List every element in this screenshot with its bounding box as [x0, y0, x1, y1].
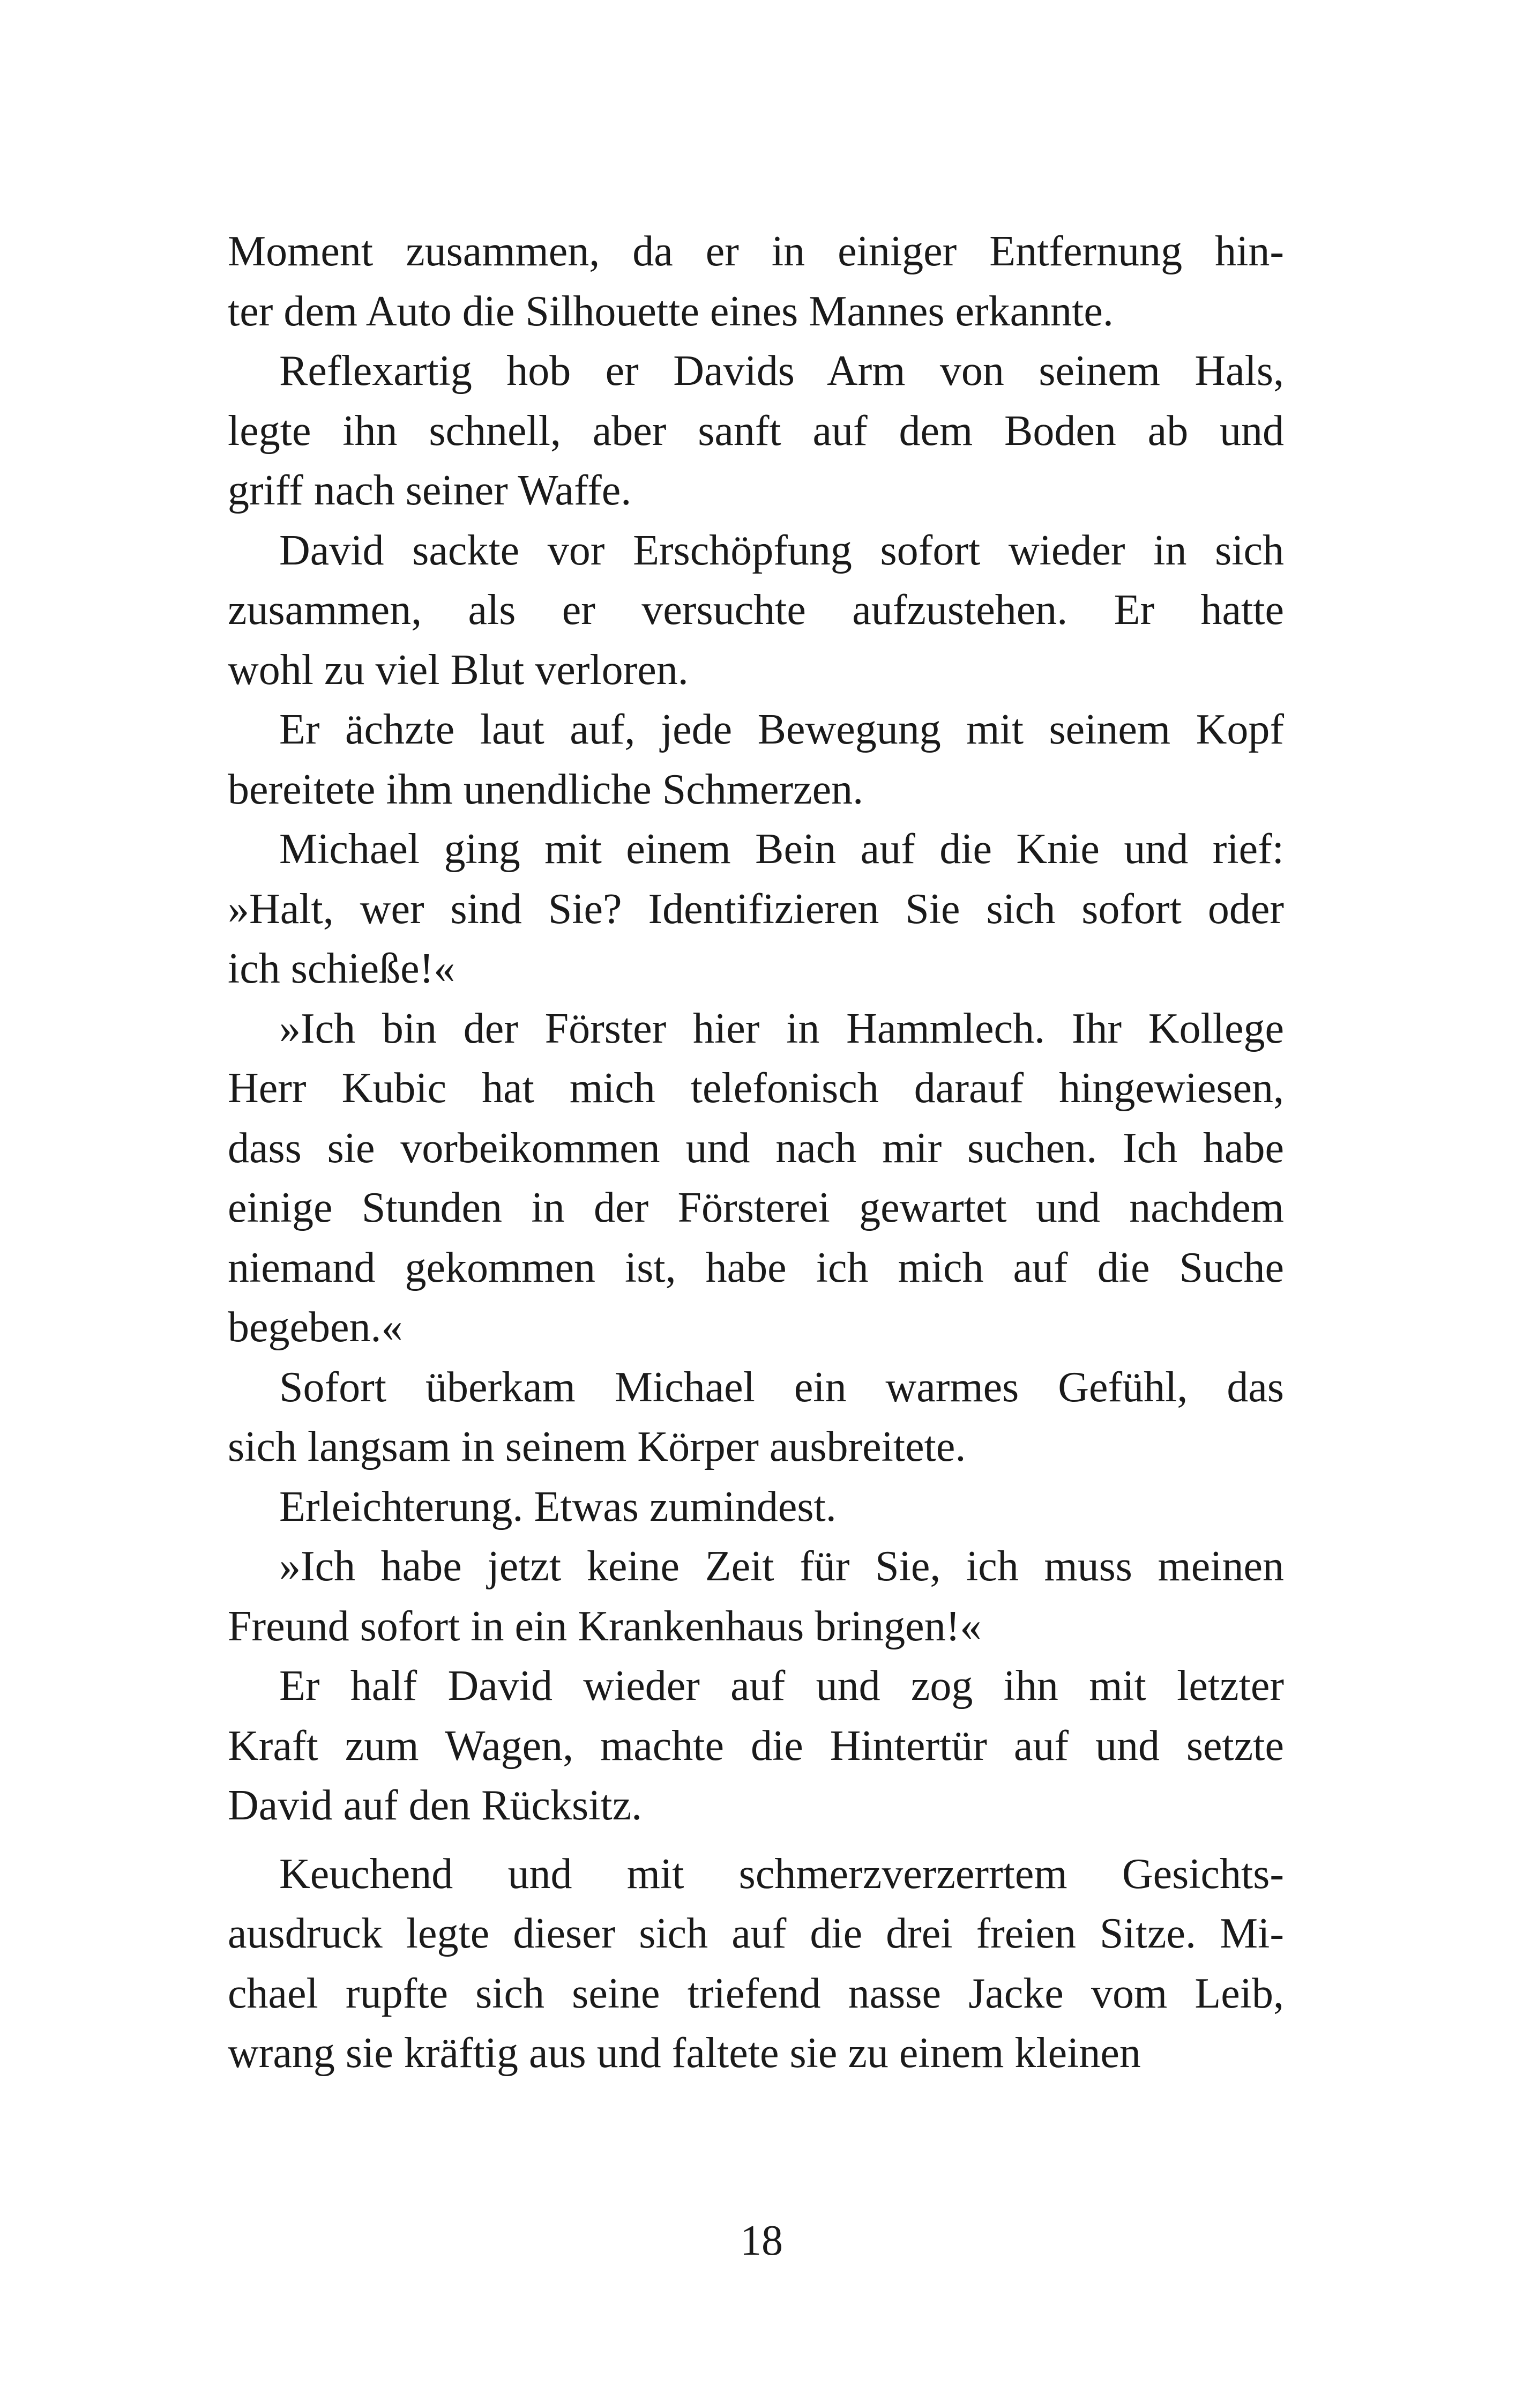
text-line: sich langsam in seinem Körper ausbreitete.: [228, 1423, 966, 1470]
text-line: bereitete ihm unendliche Schmerzen.: [228, 765, 864, 813]
page-number: 18: [740, 2217, 783, 2264]
paragraph: [228, 341, 1284, 521]
text-line: Sofort überkam Michael ein warmes Gefühl, das: [279, 1363, 1284, 1411]
paragraph: [228, 222, 1284, 341]
paragraph: [228, 700, 1284, 820]
paragraph: [228, 1477, 1284, 1537]
text-line: David sackte vor Erschöpfung sofort wieder in sich: [279, 526, 1284, 574]
text-line: ich schieße!«: [228, 945, 456, 992]
text-line: Erleichterung. Etwas zumindest.: [279, 1483, 837, 1530]
text-line: Michael ging mit einem Bein auf die Knie und rief:: [279, 826, 1284, 873]
text-line: Keuchend und mit schmerzverzerrtem Gesichts-: [279, 1850, 1284, 1898]
text-line: chael rupfte sich seine triefend nasse Jacke vom Leib,: [228, 1969, 1284, 2017]
paragraph: [228, 1537, 1284, 1656]
text-line: legte ihn schnell, aber sanft auf dem Boden ab und: [228, 407, 1284, 455]
text-line: »Halt, wer sind Sie? Identifizieren Sie sich sofort oder: [228, 885, 1284, 933]
text-line: begeben.«: [228, 1304, 403, 1351]
text-line: Herr Kubic hat mich telefonisch darauf hingewiesen,: [228, 1065, 1284, 1112]
text-line: zusammen, als er versuchte aufzustehen. Er hatte: [228, 586, 1284, 634]
paragraph: [228, 820, 1284, 999]
text-line: Freund sofort in ein Krankenhaus bringen!«: [228, 1602, 982, 1650]
text-line: niemand gekommen ist, habe ich mich auf die Suche: [228, 1244, 1284, 1291]
text-line: Kraft zum Wagen, machte die Hintertür auf und setzte: [228, 1722, 1284, 1770]
text-line: griff nach seiner Waffe.: [228, 467, 632, 514]
paragraph: [228, 1845, 1284, 2084]
text-line: wrang sie kräftig aus und faltete sie zu einem kleinen: [228, 2030, 1141, 2077]
text-line: »Ich habe jetzt keine Zeit für Sie, ich muss meinen: [279, 1543, 1284, 1590]
text-line: ter dem Auto die Silhouette eines Mannes erkannte.: [228, 287, 1114, 335]
paragraph: [228, 1656, 1284, 1836]
body-text: [228, 222, 1284, 2084]
text-line: dass sie vorbeikommen und nach mir suchen. Ich habe: [228, 1124, 1284, 1172]
text-line: wohl zu viel Blut verloren.: [228, 646, 689, 694]
paragraph: [228, 1358, 1284, 1477]
text-line: »Ich bin der Förster hier in Hammlech. Ihr Kollege: [279, 1005, 1284, 1052]
text-line: David auf den Rücksitz.: [228, 1782, 643, 1829]
text-line: Moment zusammen, da er in einiger Entfernung hin-: [228, 228, 1284, 275]
paragraph: [228, 999, 1284, 1358]
text-line: einige Stunden in der Försterei gewartet und nachdem: [228, 1184, 1284, 1231]
text-line: Er half David wieder auf und zog ihn mit letzter: [279, 1662, 1284, 1710]
text-line: Reflexartig hob er Davids Arm von seinem Hals,: [279, 347, 1284, 395]
paragraph: [228, 521, 1284, 701]
text-line: ausdruck legte dieser sich auf die drei freien Sitze. Mi-: [228, 1910, 1284, 1957]
text-line: Er ächzte laut auf, jede Bewegung mit seinem Kopf: [279, 706, 1284, 753]
